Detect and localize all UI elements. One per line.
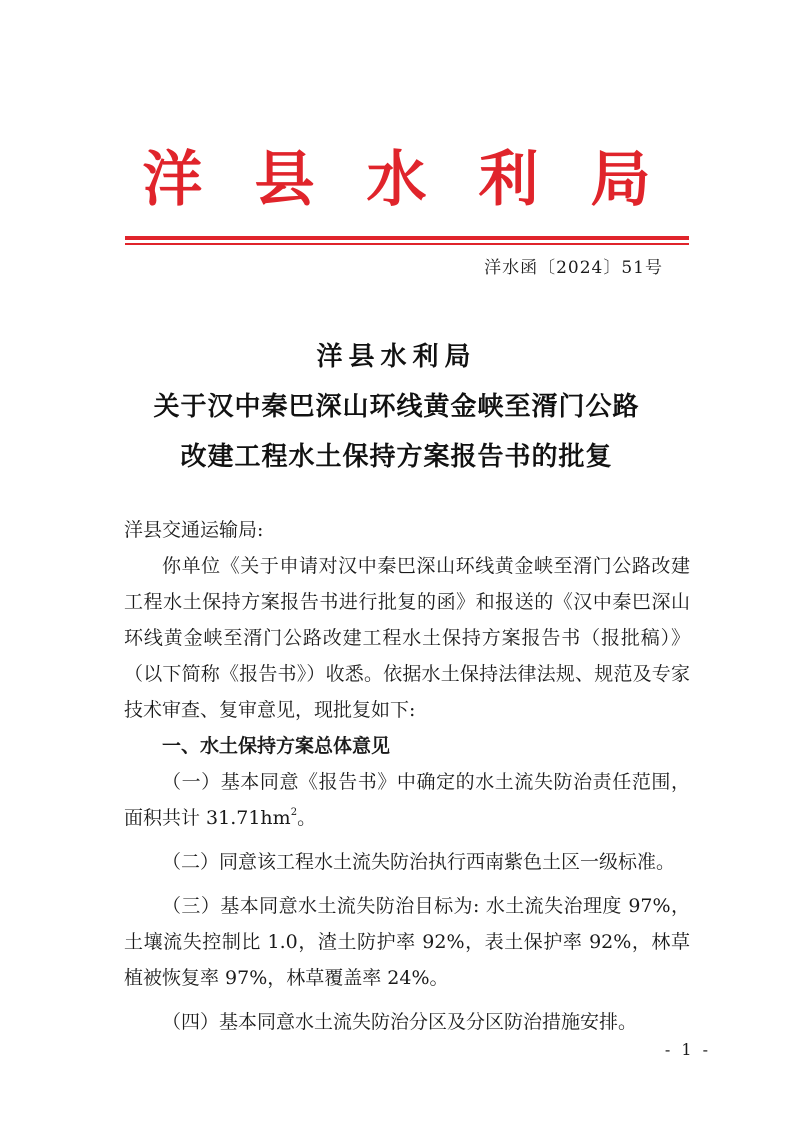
document-number: 洋水函〔2024〕51号 [484, 258, 663, 278]
title-line-3: 改建工程水土保持方案报告书的批复 [180, 442, 613, 472]
masthead-rule-thick [125, 236, 689, 240]
page-number: - 1 - [664, 1040, 711, 1059]
item-3: （三）基本同意水土流失防治目标为: 水土流失治理度 97%，土壤流失控制比 1.0，渣土防护率 92%，表土保护率 92%，林草植被恢复率 97%，林草覆盖率 24%。 [124, 895, 690, 989]
section-heading: 一、水土保持方案总体意见 [162, 735, 391, 757]
title-line-1: 洋县水利局 [316, 342, 477, 372]
item-1-end: 。 [297, 807, 317, 829]
agency-masthead: 洋县水利局 [142, 145, 703, 215]
item-4: （四）基本同意水土流失防治分区及分区防治措施安排。 [162, 1011, 638, 1033]
document-body [124, 512, 690, 1040]
item-1-superscript: 2 [290, 807, 298, 818]
title-line-2: 关于汉中秦巴深山环线黄金峡至湑门公路 [153, 392, 640, 422]
salutation: 洋县交通运输局: [124, 519, 264, 541]
item-1 [124, 764, 690, 836]
item-1-text: （一）基本同意《报告书》中确定的水土流失防治责任范围，面积共计 31.71hm [124, 771, 690, 829]
item-2: （二）同意该工程水土流失防治执行西南紫色土区一级标准。 [162, 851, 676, 873]
masthead-rule-thin [125, 243, 689, 245]
intro-paragraph: 你单位《关于申请对汉中秦巴深山环线黄金峡至湑门公路改建工程水土保持方案报告书进行批复的函》和报送的《汉中秦巴深山环线黄金峡至湑门公路改建工程水土保持方案报告书（报批稿）》（以下简称《报告书》）收悉。依据水土保持法律法规、规范及专家技术审查、复审意见，现批复如下: [124, 555, 690, 721]
